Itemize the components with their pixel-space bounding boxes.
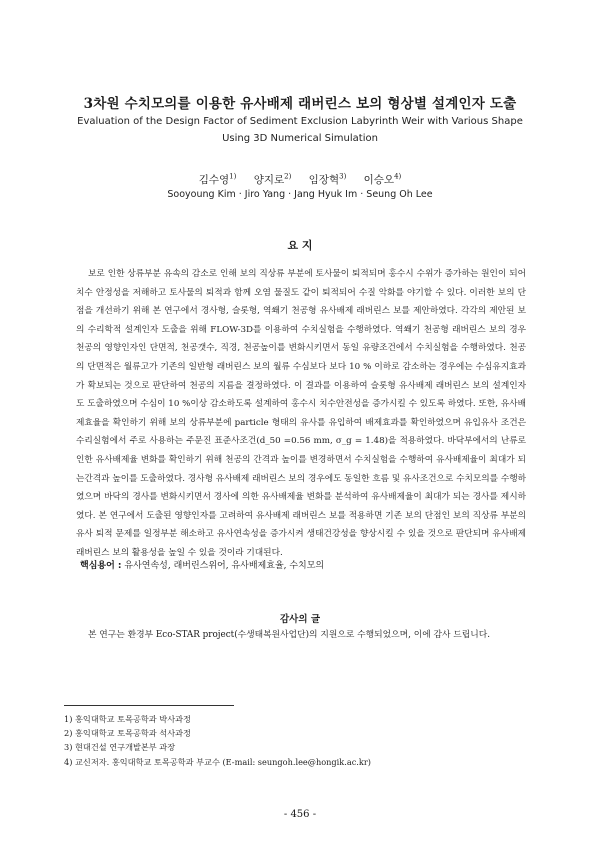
acknowledgement-heading: 감사의 글 bbox=[279, 614, 320, 625]
author-name: 이승오 bbox=[363, 174, 395, 186]
keywords-list: 유사연속성, 래버린스위어, 유사배제효율, 수치모의 bbox=[124, 561, 325, 571]
author-1 bbox=[199, 174, 237, 186]
title-en-line-2: Using 3D Numerical Simulation bbox=[222, 133, 378, 144]
author-mark: 3) bbox=[339, 172, 347, 181]
abstract-heading: 요 지 bbox=[287, 239, 313, 252]
page-number: - 456 - bbox=[283, 809, 317, 820]
author-2 bbox=[254, 174, 292, 186]
footnote-item: 4) 교신저자. 홍익대학교 토목공학과 부교수 (E-mail: seungoh.lee@hongik.ac.kr) bbox=[64, 756, 371, 767]
author-4 bbox=[364, 174, 402, 186]
author-mark: 2) bbox=[284, 172, 292, 181]
footnote-divider bbox=[64, 705, 234, 706]
author-name: 임장혁 bbox=[308, 174, 340, 186]
authors-english: Sooyoung Kim · Jiro Yang · Jang Hyuk Im · Seung Oh Lee bbox=[167, 189, 433, 200]
footnotes bbox=[64, 712, 524, 769]
paper-title-english bbox=[60, 113, 540, 147]
paper-title-korean: 3차원 수치모의를 이용한 유사배제 래버린스 보의 형상별 설계인자 도출 bbox=[83, 96, 517, 112]
keywords-label: 핵심용어 : bbox=[80, 561, 122, 571]
acknowledgement-text: 본 연구는 환경부 Eco-STAR project(수생태복원사업단)의 지원으로 수행되었으며, 이에 감사 드립니다. bbox=[88, 630, 491, 640]
author-name: 김수영 bbox=[198, 174, 230, 186]
author-name: 양지로 bbox=[253, 174, 285, 186]
author-mark: 4) bbox=[394, 172, 402, 181]
footnote-item: 3) 현대건설 연구개발본부 과장 bbox=[64, 742, 176, 753]
footnote-item: 2) 홍익대학교 토목공학과 석사과정 bbox=[64, 728, 191, 739]
title-en-line-1: Evaluation of the Design Factor of Sediment Exclusion Labyrinth Weir with Various Shape bbox=[77, 116, 523, 127]
abstract-body: 보로 인한 상류부분 유속의 감소로 인해 보의 직상류 부분에 토사물이 퇴적되며 홍수시 수위가 증가하는 원인이 되어 치수 안정성을 저해하고 토사물의 퇴적과 함께 오염 물질도 같이 퇴적되어 수질 악화를 야기할 수 있다. 이러한 보의 단점을 개선하기 위해 본 연구에서 경사형, 슬롯형, 역쐐기 천공형 유사배제 래버린스 보를 제안하였다. 각각의 제안된 보의 수리학적 설계인자 도출을 위해 FLOW-3D를 이용하여 수치실험을 수행하였다. 역쐐기 천공형 래버린스 보의 경우 천공의 영향인자인 단면적, 천공갯수, 직경, 천공높이를 변화시키면서 동일 유량조건에서 수치실험을 수행하였다. 천공의 단면적은 월류고가 기존의 일반형 래버린스 보의 월류 수심보다 보다 10 % 이하로 감소하는 경우에는 수심유지효과가 확보되는 것으로 판단하여 천공의 지름을 결정하였다. 이 결과를 이용하여 슬롯형 유사배제 래버린스 보의 설계인자도 도출하였으며 수심이 10 %이상 감소하도록 설계하여 홍수시 치수안전성을 증가시킬 수 있도록 하였다. 또한, 유사배제효율을 확인하기 위해 보의 상류부분에 particle 형태의 유사를 유입하여 배제효과를 확인하였으며 유입유사 조건은 수리실험에서 주로 사용하는 주문진 표준사조건(d_50 =0.56 mm, σ_g = 1.48)을 적용하였다. 바닥부에서의 난류로 인한 유사배제율 변화를 확인하기 위해 천공의 간격과 높이를 변경하면서 수치실험을 수행하여 유사배제율이 최대가 되는간격과 높이를 도출하였다. 경사형 유사배제 래버린스 보의 경우에도 동일한 흐름 및 유사조건으로 수치모의를 수행하였으며 바닥의 경사를 변화시키면서 경사에 의한 유사배제율 변화를 분석하여 유사배제율이 최대가 되는 경사를 제시하였다. 본 연구에서 도출된 영향인자를 고려하여 유사배제 래버린스 보를 적용하면 기존 보의 단점인 보의 직상류 부분의 유사 퇴적 문제를 일정부분 해소하고 유사연속성을 증가시켜 생태건강성을 향상시킬 수 있을 것으로 판단되며 유사배제 래버린스 보의 활용성을 높일 수 있을 것이라 기대된다. bbox=[76, 269, 526, 558]
author-3 bbox=[309, 174, 347, 186]
author-mark: 1) bbox=[229, 172, 237, 181]
keywords bbox=[80, 558, 520, 571]
authors-korean bbox=[100, 172, 500, 187]
footnote-item: 1) 홍익대학교 토목공학과 박사과정 bbox=[64, 714, 191, 724]
